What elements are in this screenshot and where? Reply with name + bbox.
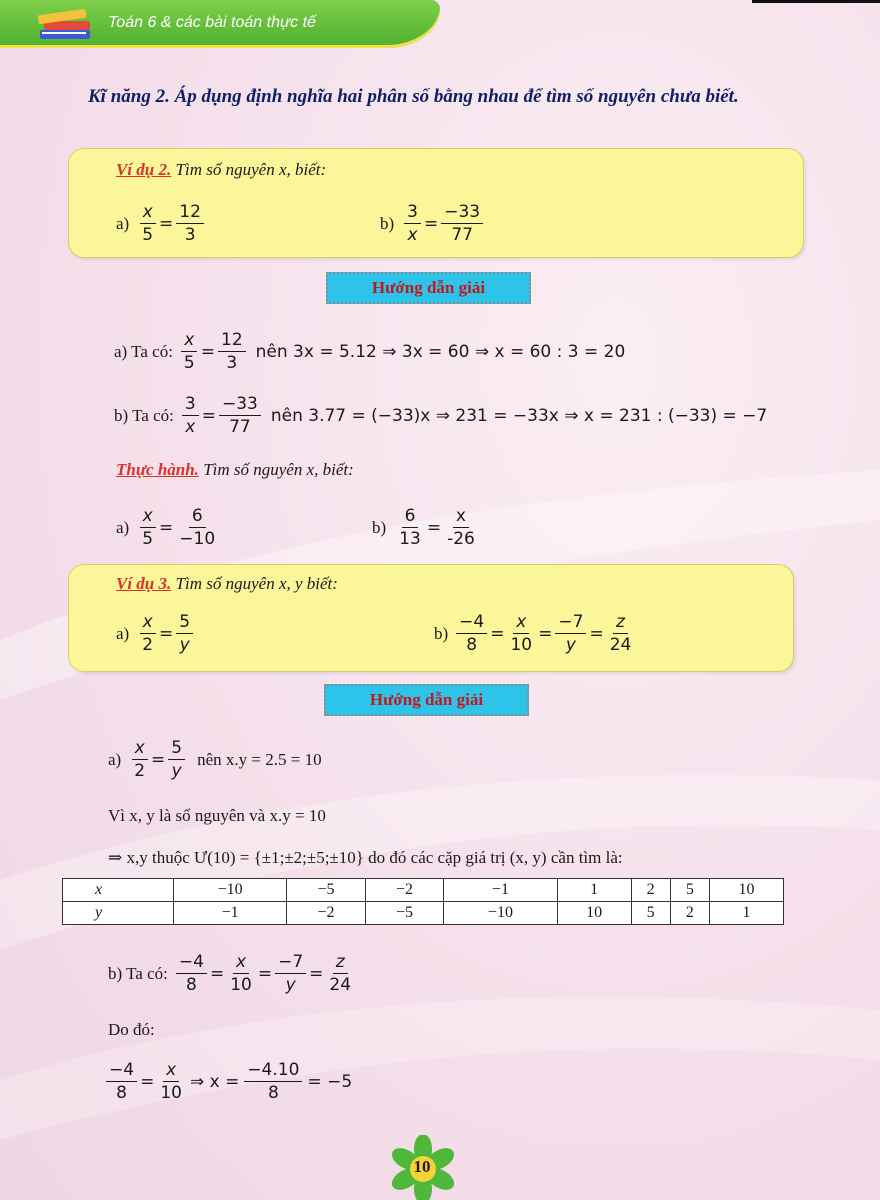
- solution-2a: a) Ta có: $\frac{x}{5}$ = $\frac{12}{3}$ nên 3x = 5.12 ⇒ 3x = 60 ⇒ x = 60 : 3 = 20: [114, 330, 626, 373]
- header-title: Toán 6 & các bài toán thực tế: [108, 14, 316, 31]
- solution-3-line-1: Vì x, y là số nguyên và x.y = 10: [108, 806, 326, 825]
- books-icon: [34, 4, 98, 44]
- final-computation: $\frac{-4}{8}$ = $\frac{x}{10}$ ⇒ x = $\frac{-4.10}{8}$ = −5: [104, 1060, 352, 1103]
- practice-part-b: b) $\frac{6}{13}$ = $\frac{x}{-26}$: [372, 506, 475, 549]
- example-2-prompt: Tìm số nguyên x, biết:: [175, 160, 327, 179]
- table-row-y: y −1 −2 −5 −10 10 5 2 1: [63, 902, 784, 925]
- solution-guide-label-2: Hướng dẫn giải: [324, 684, 529, 716]
- example-3-part-b: b) $\frac{-4}{8}$ = $\frac{x}{10}$ = $\frac{-7}{y}$ = $\frac{z}{24}$: [434, 612, 632, 655]
- solution-guide-label-1: Hướng dẫn giải: [326, 272, 531, 304]
- solution-2b: b) Ta có: $\frac{3}{x}$ = $\frac{-33}{77}$ nên 3.77 = (−33)x ⇒ 231 = −33x ⇒ x = 231 : (−33) = −7: [114, 394, 768, 437]
- practice-prompt: Tìm số nguyên x, biết:: [203, 460, 354, 479]
- practice-heading: [116, 460, 354, 480]
- practice-part-a: a) $\frac{x}{5}$ = $\frac{6}{-10}$: [116, 506, 216, 549]
- example-2-heading: [116, 160, 326, 180]
- practice-label: Thực hành.: [116, 460, 199, 479]
- table-row-x: x −10 −5 −2 −1 1 2 5 10: [63, 879, 784, 902]
- example-3-prompt: Tìm số nguyên x, y biết:: [175, 574, 338, 593]
- solution-3a: a) $\frac{x}{2}$ = $\frac{5}{y}$ nên x.y = 2.5 = 10: [108, 738, 322, 781]
- example-2-label: Ví dụ 2.: [116, 160, 172, 179]
- xy-pairs-table: [62, 878, 784, 925]
- example-3-label: Ví dụ 3.: [116, 574, 172, 593]
- page-number: 10: [413, 1157, 431, 1176]
- therefore-label: Do đó:: [108, 1020, 155, 1039]
- example-3-part-a: a) $\frac{x}{2}$ = $\frac{5}{y}$: [116, 612, 195, 655]
- top-rule: [752, 0, 880, 3]
- skill-heading: Kĩ năng 2. Áp dụng định nghĩa hai phân số bằng nhau để tìm số nguyên chưa biết.: [88, 86, 739, 107]
- example-2-part-b: b) $\frac{3}{x}$ = $\frac{-33}{77}$: [380, 202, 485, 245]
- example-3-heading: [116, 574, 338, 594]
- solution-3-line-2: ⇒ x,y thuộc Ư(10) = {±1;±2;±5;±10} do đó các cặp giá trị (x, y) cần tìm là:: [108, 848, 623, 867]
- solution-3b: b) Ta có: $\frac{-4}{8}$ = $\frac{x}{10}$ = $\frac{-7}{y}$ = $\frac{z}{24}$: [108, 952, 352, 995]
- example-2-part-a: a) $\frac{x}{5}$ = $\frac{12}{3}$: [116, 202, 206, 245]
